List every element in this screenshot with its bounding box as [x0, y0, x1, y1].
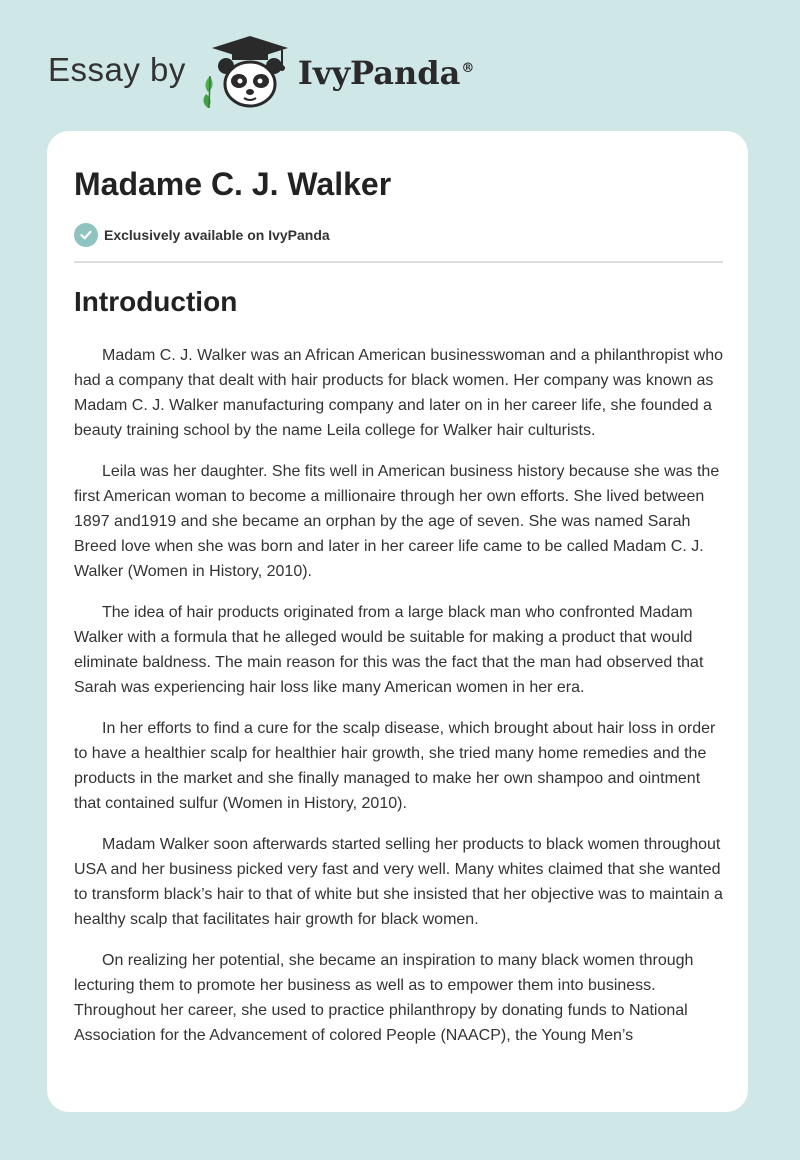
section-heading: Introduction: [74, 286, 238, 317]
ivypanda-wordmark[interactable]: IvyPanda®: [297, 54, 475, 92]
divider: [74, 261, 723, 263]
essay-by-label: Essay by: [48, 51, 186, 88]
badge-label: Exclusively available on IvyPanda: [104, 227, 330, 243]
page-title: Madame C. J. Walker: [74, 166, 392, 202]
paragraph: On realizing her potential, she became an inspiration to many black women through lecturing them to promote her business as well as to empower them into business. Throughout her career, she used to practice philanthropy by donating funds to National Association for the Advancement of colored People (NAACP), the Young Men’s: [74, 952, 694, 1044]
paragraph: Madam Walker soon afterwards started selling her products to black women throughout USA and her business picked very fast and very well. Many whites claimed that she wanted to transform black’s hair to that of white but she insisted that her objective was to maintain a healthy scalp that facilitates hair growth for black women.: [74, 836, 723, 928]
exclusive-badge: [74, 223, 330, 247]
panda-graduate-logo-icon[interactable]: [198, 32, 294, 112]
paragraph: Madam C. J. Walker was an African American businesswoman and a philanthropist who had a company that dealt with hair products for black women. Her company was known as Madam C. J. Walker manufacturing company and later on in her career life, she founded a beauty training school by the name Leila college for Walker hair culturists.: [74, 347, 724, 439]
paragraph: Leila was her daughter. She fits well in American business history because she was the first American woman to become a millionaire through her own efforts. She lived between 1897 and1919 and she became an orphan by the age of seven. She was named Sarah Breed love when she was born and later in her career life came to be called Madam C. J. Walker (Women in History, 2010).: [74, 463, 720, 580]
site-header: [48, 32, 474, 112]
essay-card: [47, 131, 748, 1112]
paragraph: In her efforts to find a cure for the scalp disease, which brought about hair loss in order to have a healthier scalp for healthier hair growth, she tried many home remedies and the products in the market and she finally managed to make her own shampoo and ointment that contained sulfur (Women in History, 2010).: [74, 720, 716, 812]
paragraph: The idea of hair products originated from a large black man who confronted Madam Walker with a formula that he alleged would be suitable for making a product that would eliminate baldness. The main reason for this was the fact that the man had observed that Sarah was experiencing hair loss like many American women in her era.: [74, 604, 704, 696]
check-circle-icon: [74, 223, 98, 247]
essay-body: [74, 343, 724, 1064]
